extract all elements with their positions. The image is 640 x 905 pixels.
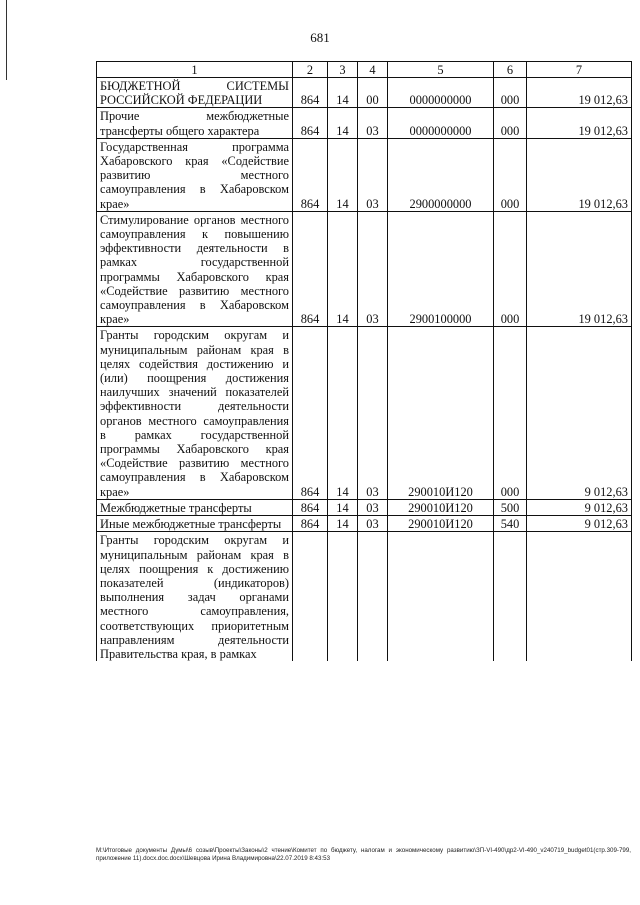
row-sum: 19 012,63 (527, 138, 632, 211)
row-vr: 000 (494, 211, 527, 327)
table-header-row (97, 62, 632, 78)
header-cell: 4 (358, 62, 388, 78)
row-ved: 864 (293, 78, 328, 108)
header-cell: 3 (328, 62, 358, 78)
row-rz: 14 (328, 108, 358, 138)
header-cell: 5 (388, 62, 494, 78)
row-csr: 0000000000 (388, 78, 494, 108)
row-pr: 00 (358, 78, 388, 108)
row-name: Гранты городским округам и муниципальным районам края в целях содействия достижению и (или) поощрения достижения наилучших значений показателей эффективности деятельности органов местного самоуправления в рамках государственной программы Хабаровского края «Содействие развитию местного самоуправления в Хабаровском крае» (97, 327, 293, 499)
row-sum: 9 012,63 (527, 516, 632, 532)
row-pr (358, 532, 388, 661)
table-row (97, 532, 632, 661)
document-path-footer: М:\Итоговые документы Думы\6 созыв\Проекты\Законы\2 чтение\Комитет по бюджету, налогам и экономическому развитию\ЗП-VI-490\др2-VI-490_v240719_budget01(стр.309-799, приложение 11).docx.doc.docx\Шевцова Ирина Владимировна\22.07.2019 8:43:53 (96, 847, 631, 862)
row-pr: 03 (358, 327, 388, 499)
row-vr: 000 (494, 327, 527, 499)
row-sum: 19 012,63 (527, 78, 632, 108)
row-name: Гранты городским округам и муниципальным районам края в целях поощрения к достижению показателей (индикаторов) выполнения задач органами местного самоуправления, соответствующих приоритетным направлениям деятельности Правительства края, в рамках (97, 532, 293, 661)
row-rz: 14 (328, 78, 358, 108)
row-name: Государственная программа Хабаровского края «Содействие развитию местного самоуправления в Хабаровском крае» (97, 138, 293, 211)
row-pr: 03 (358, 499, 388, 515)
row-csr: 0000000000 (388, 108, 494, 138)
row-rz: 14 (328, 516, 358, 532)
row-name: БЮДЖЕТНОЙ СИСТЕМЫ РОССИЙСКОЙ ФЕДЕРАЦИИ (97, 78, 293, 108)
row-vr: 000 (494, 138, 527, 211)
table-row (97, 138, 632, 211)
header-cell: 1 (97, 62, 293, 78)
row-ved: 864 (293, 327, 328, 499)
row-csr: 290010И120 (388, 516, 494, 532)
row-rz: 14 (328, 211, 358, 327)
row-sum: 9 012,63 (527, 499, 632, 515)
row-ved (293, 532, 328, 661)
table-row (97, 78, 632, 108)
row-name: Прочие межбюджетные трансферты общего характера (97, 108, 293, 138)
row-rz (328, 532, 358, 661)
row-ved: 864 (293, 211, 328, 327)
header-cell: 7 (527, 62, 632, 78)
row-sum: 9 012,63 (527, 327, 632, 499)
row-sum: 19 012,63 (527, 211, 632, 327)
row-csr (388, 532, 494, 661)
row-pr: 03 (358, 211, 388, 327)
row-vr: 540 (494, 516, 527, 532)
row-csr: 290010И120 (388, 327, 494, 499)
row-name: Иные межбюджетные трансферты (97, 516, 293, 532)
row-vr: 000 (494, 108, 527, 138)
row-pr: 03 (358, 138, 388, 211)
row-pr: 03 (358, 108, 388, 138)
row-csr: 2900100000 (388, 211, 494, 327)
header-cell: 6 (494, 62, 527, 78)
page-number: 681 (310, 30, 330, 45)
table-row (97, 516, 632, 532)
row-csr: 2900000000 (388, 138, 494, 211)
row-ved: 864 (293, 499, 328, 515)
row-rz: 14 (328, 138, 358, 211)
row-name: Стимулирование органов местного самоуправления к повышению эффективности деятельности в рамках государственной программы Хабаровского края «Содействие развитию местного самоуправления в Хабаровском крае» (97, 211, 293, 327)
row-sum (527, 532, 632, 661)
row-pr: 03 (358, 516, 388, 532)
header-cell: 2 (293, 62, 328, 78)
row-vr (494, 532, 527, 661)
budget-table (96, 61, 632, 661)
table-row (97, 108, 632, 138)
row-ved: 864 (293, 108, 328, 138)
row-csr: 290010И120 (388, 499, 494, 515)
row-ved: 864 (293, 138, 328, 211)
row-name: Межбюджетные трансферты (97, 499, 293, 515)
row-rz: 14 (328, 499, 358, 515)
table-row (97, 499, 632, 515)
row-vr: 500 (494, 499, 527, 515)
table-row (97, 211, 632, 327)
row-vr: 000 (494, 78, 527, 108)
table-row (97, 327, 632, 499)
row-rz: 14 (328, 327, 358, 499)
row-ved: 864 (293, 516, 328, 532)
row-sum: 19 012,63 (527, 108, 632, 138)
